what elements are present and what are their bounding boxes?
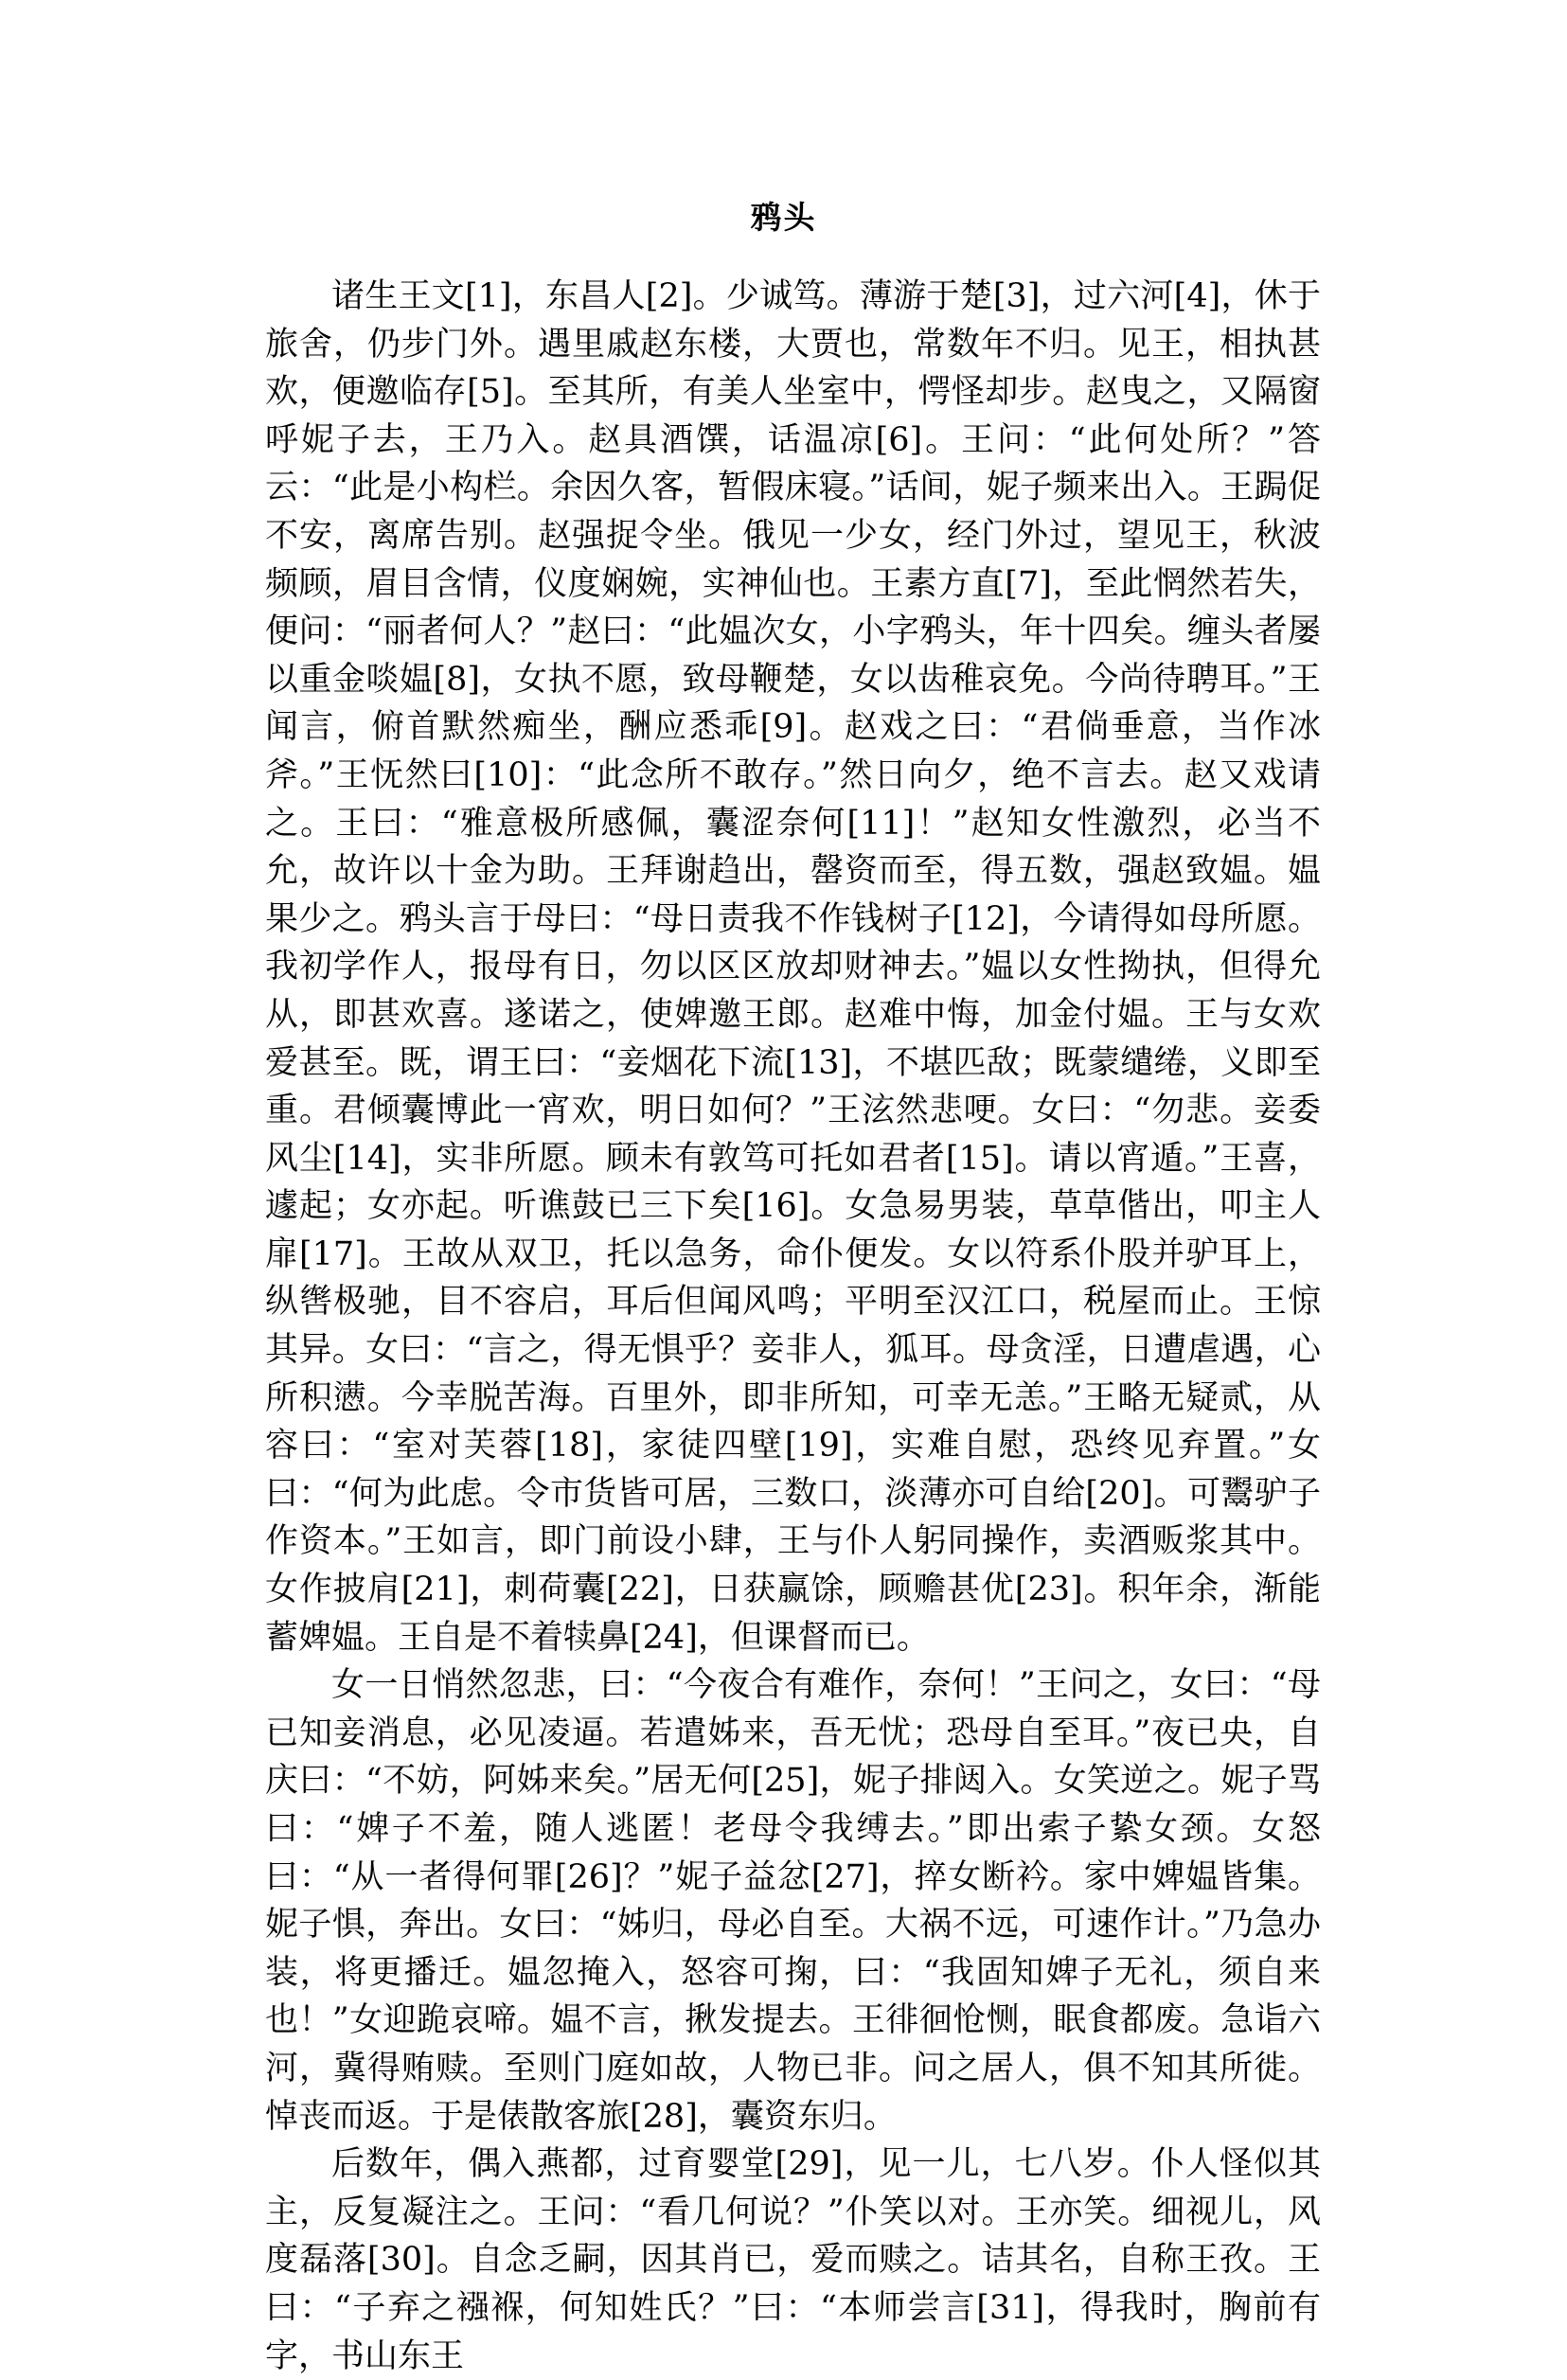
- paragraph-1: 诸生王文[1]，东昌人[2]。少诚笃。薄游于楚[3]，过六河[4]，休于旅舍，仍步门外。遇里戚赵东楼，大贾也，常数年不归。见王，相执甚欢，便邀临存[5]。至其所，有美人坐室中，愕怪却步。赵曳之，又隔窗呼妮子去，王乃入。赵具酒馔，话温凉[6]。王问：“此何处所？”答云：“此是小构栏。余因久客，暂假床寝。”话间，妮子频来出入。王跼促不安，离席告别。赵强捉令坐。俄见一少女，经门外过，望见王，秋波频顾，眉目含情，仪度娴婉，实神仙也。王素方直[7]，至此惘然若失，便问：“丽者何人？”赵曰：“此媪次女，小字鸦头，年十四矣。缠头者屡以重金啖媪[8]，女执不愿，致母鞭楚，女以齿稚哀免。今尚待聘耳。”王闻言，俯首默然痴坐，酬应悉乖[9]。赵戏之曰：“君倘垂意，当作冰斧。”王怃然曰[10]：“此念所不敢存。”然日向夕，绝不言去。赵又戏请之。王曰：“雅意极所感佩，囊涩奈何[11]！”赵知女性激烈，必当不允，故许以十金为助。王拜谢趋出，罄资而至，得五数，强赵致媪。媪果少之。鸦头言于母曰：“母日责我不作钱树子[12]，今请得如母所愿。我初学作人，报母有日，勿以区区放却财神去。”媪以女性拗执，但得允从，即甚欢喜。遂诺之，使婢邀王郎。赵难中悔，加金付媪。王与女欢爱甚至。既，谓王曰：“妾烟花下流[13]，不堪匹敌；既蒙缱绻，义即至重。君倾囊博此一宵欢，明日如何？”王泫然悲哽。女曰：“勿悲。妾委风尘[14]，实非所愿。顾未有敦笃可托如君者[15]。请以宵遁。”王喜，遽起；女亦起。听谯鼓已三下矣[16]。女急易男装，草草偕出，叩主人扉[17]。王故从双卫，托以急务，命仆便发。女以符系仆股并驴耳上，纵辔极驰，目不容启，耳后但闻风鸣；平明至汉江口，税屋而止。王惊其异。女曰：“言之，得无惧乎？妾非人，狐耳。母贪淫，日遭虐遇，心所积懑。今幸脱苦海。百里外，即非所知，可幸无恙。”王略无疑贰，从容曰：“室对芙蓉[18]，家徒四壁[19]，实难自慰，恐终见弃置。”女曰：“何为此虑。令市货皆可居，三数口，淡薄亦可自给[20]。可鬻驴子作资本。”王如言，即门前设小肆，王与仆人躬同操作，卖酒贩浆其中。女作披肩[21]，刺荷囊[22]，日获赢馀，顾赡甚优[23]。积年余，渐能蓄婢媪。王自是不着犊鼻[24]，但课督而已。: [265, 277, 1321, 1657]
- paragraph-2: 女一日悄然忽悲，曰：“今夜合有难作，奈何！”王问之，女曰：“母已知妾消息，必见凌逼。若遣姊来，吾无忧；恐母自至耳。”夜已央，自庆曰：“不妨，阿姊来矣。”居无何[25]，妮子排闼入。女笑逆之。妮子骂曰：“婢子不羞，随人逃匿！老母令我缚去。”即出索子絷女颈。女怒曰：“从一者得何罪[26]？”妮子益忿[27]，捽女断衿。家中婢媪皆集。妮子惧，奔出。女曰：“姊归，母必自至。大祸不远，可速作计。”乃急办装，将更播迁。媪忽掩入，怒容可掬，曰：“我固知婢子无礼，须自来也！”女迎跪哀啼。媪不言，揪发提去。王徘徊怆恻，眠食都废。急诣六河，冀得贿赎。至则门庭如故，人物已非。问之居人，俱不知其所徙。悼丧而返。于是俵散客旅[28]，囊资东归。: [265, 1666, 1321, 2136]
- document-body: [265, 273, 1321, 2380]
- paragraph-3: 后数年，偶入燕都，过育婴堂[29]，见一儿，七八岁。仆人怪似其主，反复凝注之。王问：“看几何说？”仆笑以对。王亦笑。细视儿，风度磊落[30]。自念乏嗣，因其肖已，爱而赎之。诘其名，自称王孜。王曰：“子弃之襁褓，何知姓氏？”曰：“本师尝言[31]，得我时，胸前有字，书山东王: [265, 2145, 1321, 2375]
- document-title: 鸦头: [750, 199, 817, 236]
